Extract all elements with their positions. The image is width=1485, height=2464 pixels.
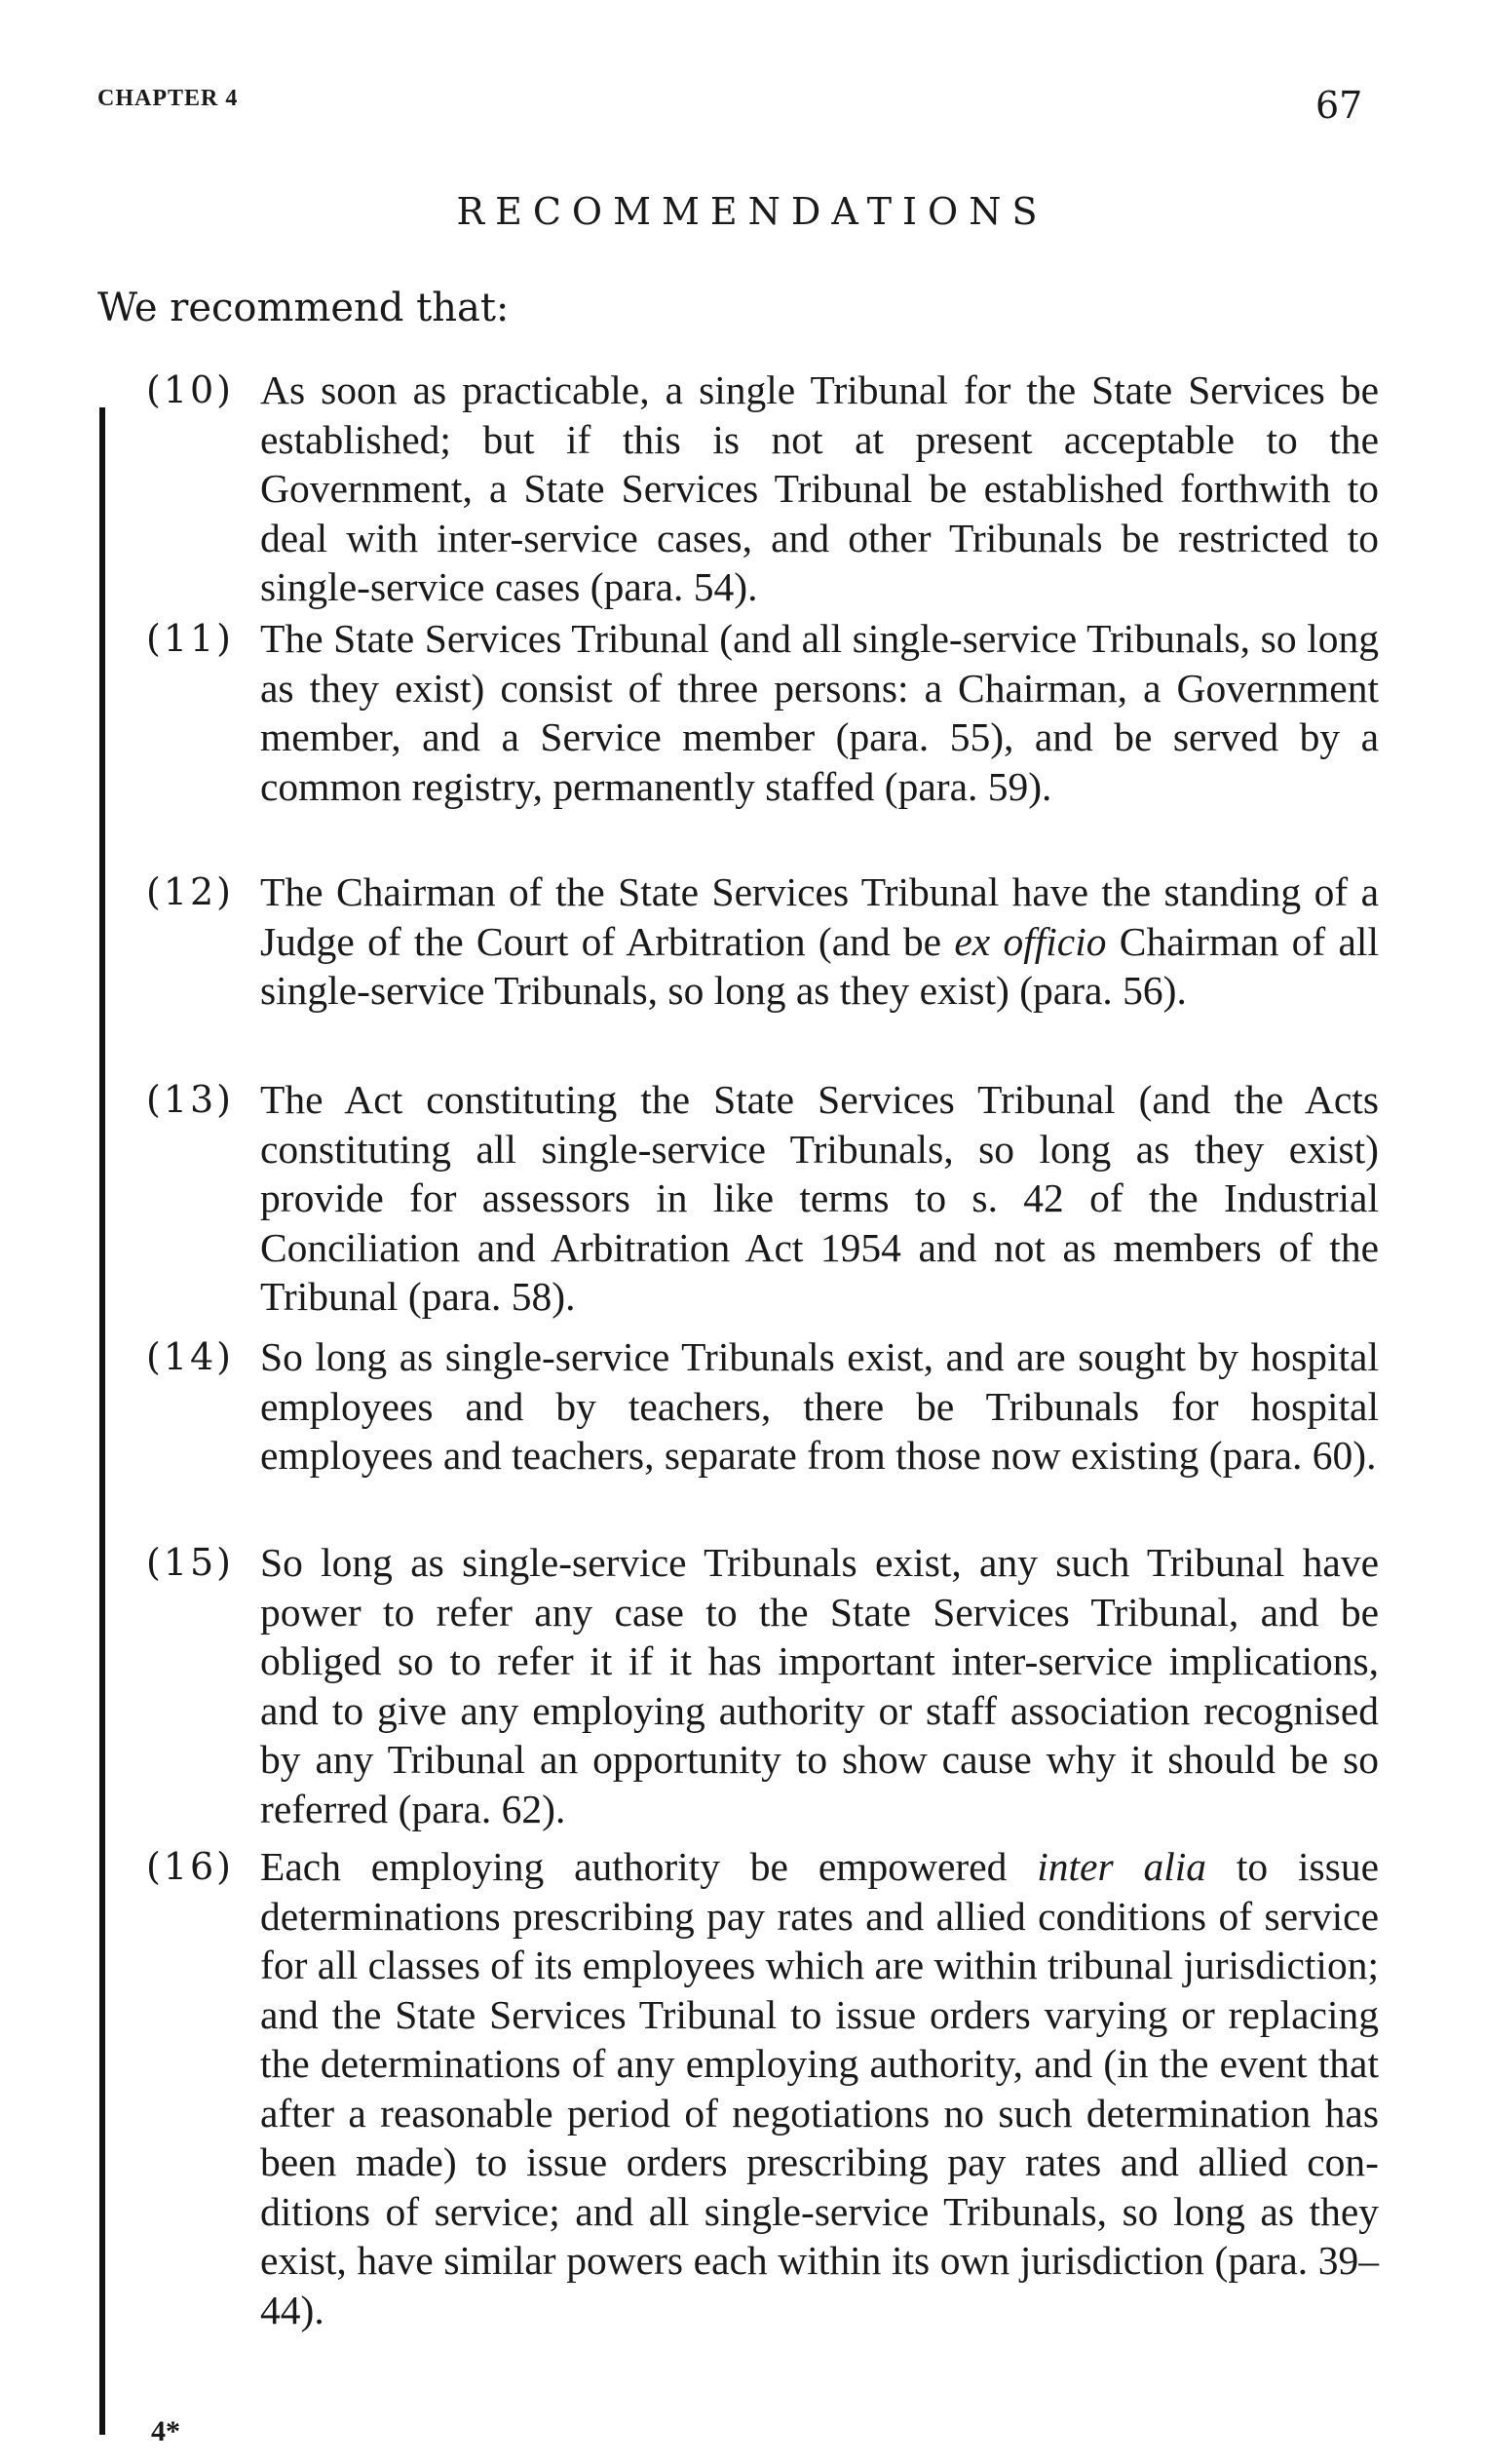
recommendation-number: (14) (146, 1335, 235, 1378)
recommendation-text (260, 1842, 1379, 2334)
section-title: RECOMMENDATIONS (456, 190, 1048, 233)
italic-phrase: ex officio (954, 918, 1107, 964)
recommendation-number: (12) (146, 870, 235, 913)
recommendation-text (260, 1332, 1379, 1481)
recommendation-text (260, 1075, 1379, 1322)
running-head-chapter: CHAPTER 4 (97, 86, 239, 111)
recommendation-number: (11) (146, 617, 235, 660)
text-run: The Chairman of the State Services Tribunal have the standing of a Judge of the Court of Arbitration (and be (260, 869, 1379, 964)
recommendation-number: (16) (146, 1845, 235, 1888)
recommendation-number: (10) (146, 368, 235, 411)
text-run: The Act constituting the State Services Tribunal (and the Acts constituting all single-service Tribunals, so long as they exist) provide for assessors in like terms to s. 42 of the Industrial Conciliation and Arbitration Act 1954 and not as members of the Tribunal (para. 58). (260, 1077, 1379, 1319)
intro-sentence: We recommend that: (97, 286, 510, 330)
text-run: So long as single-service Tribunals exist, and are sought by hospital employees and by teachers, there be Tribunals for hospital employees and teachers, separate from those now existing (para. 60). (260, 1334, 1379, 1478)
recommendation-number: (13) (146, 1078, 235, 1121)
page-number: 67 (1315, 84, 1363, 127)
text-run: to issue determinations prescribing pay rates and allied conditions of service for all classes of its employees which are within tribunal jurisdiction; and the State Services Tribunal to issue orders varying or replacing the determinations of any employing authority, and (in the event that after a reasonable period of negotiations no such determination has been made) to issue orders prescribing pay rates and allied conditions of service; and all single-service Tribunals, so long as they exist, have similar powers each within its own jurisdiction (para. 39–44). (260, 1844, 1380, 2332)
recommendation-text (260, 366, 1379, 612)
recommendation-text (260, 1538, 1379, 1833)
text-run: Chairman of all single-service Tribunals, so long as they exist) (para. 56). (260, 918, 1379, 1013)
recommendation-text (260, 614, 1379, 811)
text-run: Each employing authority be empowered (260, 1844, 1038, 1889)
text-run: So long as single-service Tribunals exist, any such Tribunal have power to refer any case to the State Services Tribunal, and be obliged so to refer it if it has important inter-service implications, and to give any employing authority or staff association recognised by any Tribunal an opportunity to show cause why it should be so referred (para. 62). (260, 1540, 1379, 1831)
italic-phrase: inter alia (1037, 1844, 1207, 1889)
signature-mark: 4* (151, 2415, 180, 2447)
text-run: As soon as practicable, a single Tribunal for the State Services be established; but if this is not at present acceptable to the Government, a State Services Tribunal be established forthwith to deal with inter-service cases, and other Tribunals be restricted to single-service cases (para. 54). (260, 367, 1379, 609)
text-run: The State Services Tribunal (and all single-service Tribunals, so long as they exist) consist of three persons: a Chairman, a Government member, and a Service member (para. 55), and be served by a common registry, permanently staffed (para. 59). (260, 616, 1379, 809)
recommendation-text (260, 867, 1379, 1016)
margin-change-bar (99, 407, 105, 2435)
recommendation-number: (15) (146, 1541, 235, 1584)
